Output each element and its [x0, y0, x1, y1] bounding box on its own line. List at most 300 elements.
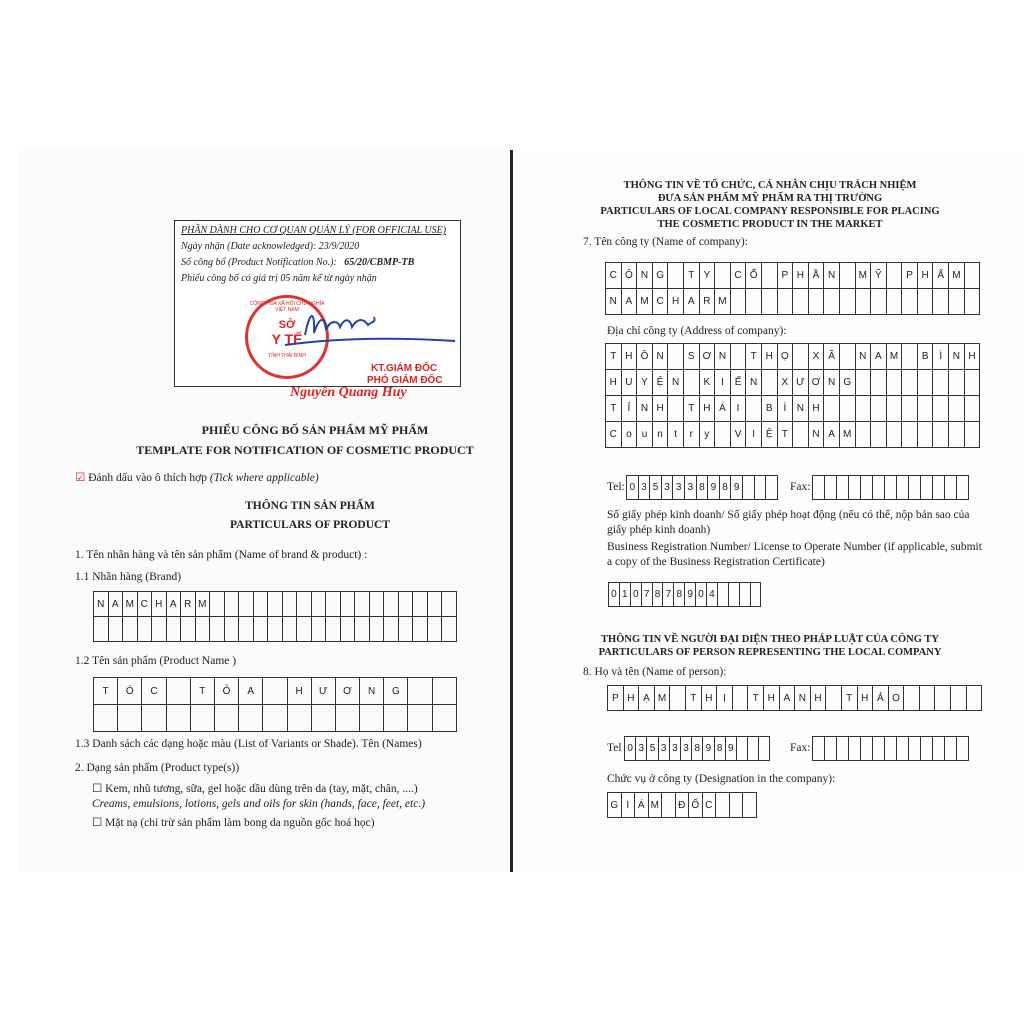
grid-cell: H [624, 686, 640, 711]
grid-cell [428, 592, 443, 617]
grid-cell [902, 422, 918, 448]
grid-cell: G [840, 370, 856, 396]
grid-cell [442, 592, 457, 617]
grid-cell: 8 [653, 583, 664, 607]
grid-cell: Y [700, 263, 716, 289]
grid-cell [433, 705, 457, 732]
grid-cell [840, 344, 856, 370]
grid-cell [920, 686, 936, 711]
tel2-label: Tel [607, 742, 622, 754]
grid-cell: H [762, 344, 778, 370]
representative-heading-en: PARTICULARS OF PERSON REPRESENTING THE LOCAL COMPANY [598, 647, 942, 658]
grid-cell: N [360, 678, 384, 705]
grid-cell [167, 678, 191, 705]
grid-cell [965, 263, 981, 289]
grid-cell: Đ [676, 793, 690, 818]
grid-cell [433, 678, 457, 705]
grid-cell [288, 705, 312, 732]
grid-cell: Ố [689, 793, 703, 818]
grid-cell [210, 617, 225, 642]
grid-cell [413, 592, 428, 617]
designation-grid[interactable] [607, 792, 757, 818]
grid-cell: Y [637, 370, 653, 396]
grid-cell: Ỉ [622, 396, 638, 422]
grid-cell [743, 793, 757, 818]
grid-cell [902, 370, 918, 396]
license-vi: Số giấy phép kinh doanh/ Số giấy phép hoạt động (nếu có thể, nộp bản sao của [607, 509, 970, 521]
grid-cell [897, 737, 909, 761]
grid-cell [759, 737, 770, 761]
grid-cell: B [762, 396, 778, 422]
grid-cell: Ơ [700, 344, 716, 370]
grid-cell [849, 737, 861, 761]
grid-cell [399, 592, 414, 617]
grid-cell [909, 737, 921, 761]
grid-cell: 0 [625, 737, 636, 761]
grid-cell [326, 592, 341, 617]
grid-cell [933, 737, 945, 761]
grid-cell [902, 396, 918, 422]
grid-cell [949, 396, 965, 422]
grid-cell: T [748, 686, 764, 711]
grid-cell [94, 617, 109, 642]
fax2-label: Fax: [790, 742, 811, 754]
grid-cell [793, 422, 809, 448]
question-2: 2. Dạng sản phẩm (Product type(s)) [75, 762, 240, 774]
grid-cell [408, 705, 432, 732]
grid-cell: H [809, 396, 825, 422]
grid-cell: 9 [703, 737, 714, 761]
grid-cell [837, 737, 849, 761]
grid-cell [715, 263, 731, 289]
fax-label: Fax: [790, 481, 811, 493]
option-creams-en: Creams, emulsions, lotions, gels and oils for skin (hands, face, feet, etc.) [92, 798, 426, 810]
grid-cell [196, 617, 211, 642]
title-vi: PHIẾU CÔNG BỐ SẢN PHẨM MỸ PHẨM [201, 423, 429, 437]
grid-cell [825, 476, 837, 500]
grid-cell: 9 [685, 583, 696, 607]
grid-cell: Ả [873, 686, 889, 711]
grid-cell [945, 476, 957, 500]
grid-cell: G [384, 678, 408, 705]
grid-cell [887, 263, 903, 289]
grid-cell [239, 705, 263, 732]
grid-cell: A [622, 289, 638, 315]
grid-cell: T [606, 344, 622, 370]
grid-cell [921, 476, 933, 500]
grid-cell: Ầ [809, 263, 825, 289]
grid-cell [283, 592, 298, 617]
grid-cell [871, 370, 887, 396]
grid-cell: Ế [731, 370, 747, 396]
grid-cell: N [653, 344, 669, 370]
grid-cell [167, 617, 182, 642]
grid-cell [933, 396, 949, 422]
grid-cell: T [684, 396, 700, 422]
grid-cell: 0 [696, 583, 707, 607]
fax2-grid[interactable] [812, 736, 969, 761]
grid-cell [743, 476, 755, 500]
grid-cell: N [637, 396, 653, 422]
grid-cell: H [606, 370, 622, 396]
grid-cell [856, 289, 872, 315]
grid-cell [887, 422, 903, 448]
grid-cell: Ạ [639, 686, 655, 711]
grid-cell: B [918, 344, 934, 370]
grid-cell [965, 396, 981, 422]
grid-cell [861, 476, 873, 500]
question-1-1: 1.1 Nhãn hàng (Brand) [75, 571, 182, 583]
grid-cell [918, 370, 934, 396]
grid-cell [945, 737, 957, 761]
grid-cell [668, 396, 684, 422]
grid-cell: M [949, 263, 965, 289]
grid-cell: N [793, 396, 809, 422]
grid-cell [181, 617, 196, 642]
grid-cell: Ã [824, 344, 840, 370]
question-8: 8. Họ và tên (Name of person): [583, 666, 727, 678]
grid-cell [326, 617, 341, 642]
grid-cell: R [181, 592, 196, 617]
grid-cell: R [700, 289, 716, 315]
question-7: 7. Tên công ty (Name of company): [583, 236, 748, 248]
grid-cell: M [123, 592, 138, 617]
grid-cell: A [824, 422, 840, 448]
grid-cell [965, 370, 981, 396]
grid-cell: C [606, 263, 622, 289]
section-en: PARTICULARS OF PRODUCT [230, 519, 390, 531]
grid-cell [793, 344, 809, 370]
grid-cell [793, 289, 809, 315]
grid-cell: N [856, 344, 872, 370]
grid-cell: 5 [647, 737, 658, 761]
grid-cell [408, 678, 432, 705]
grid-cell: H [653, 396, 669, 422]
grid-cell: M [715, 289, 731, 315]
grid-cell: N [795, 686, 811, 711]
grid-cell: 3 [670, 737, 681, 761]
grid-cell: A [780, 686, 796, 711]
grid-cell [965, 289, 981, 315]
grid-cell [718, 583, 729, 607]
grid-cell [263, 678, 287, 705]
grid-cell [957, 476, 969, 500]
grid-cell: H [918, 263, 934, 289]
grid-cell: T [684, 263, 700, 289]
grid-cell [949, 370, 965, 396]
grid-cell: Ệ [762, 422, 778, 448]
grid-cell: T [686, 686, 702, 711]
grid-cell [933, 476, 945, 500]
grid-cell: 3 [659, 737, 670, 761]
grid-cell [442, 617, 457, 642]
grid-cell [670, 686, 686, 711]
product-name-grid[interactable] [93, 677, 457, 732]
grid-cell [871, 289, 887, 315]
license-en-2: a copy of the Business Registration Certificate) [607, 556, 825, 568]
grid-cell [837, 476, 849, 500]
grid-cell [809, 289, 825, 315]
grid-cell: H [622, 344, 638, 370]
grid-cell: 7 [663, 583, 674, 607]
grid-cell [239, 617, 254, 642]
question-1: 1. Tên nhãn hàng và tên sản phẩm (Name of brand & product) : [75, 549, 368, 561]
grid-cell [118, 705, 142, 732]
grid-cell: A [239, 678, 263, 705]
grid-cell: N [94, 592, 109, 617]
grid-cell [965, 422, 981, 448]
grid-cell [746, 289, 762, 315]
grid-cell: H [668, 289, 684, 315]
grid-cell [762, 263, 778, 289]
grid-cell: N [637, 263, 653, 289]
designation-label: Chức vụ ở công ty (Designation in the company): [607, 773, 836, 785]
grid-cell [762, 289, 778, 315]
grid-cell: Ỏ [215, 678, 239, 705]
grid-cell [384, 705, 408, 732]
fax-grid[interactable] [812, 475, 969, 500]
grid-cell [813, 737, 825, 761]
grid-cell [918, 422, 934, 448]
grid-cell: 8 [674, 583, 685, 607]
grid-cell [731, 289, 747, 315]
grid-cell [856, 396, 872, 422]
grid-cell [336, 705, 360, 732]
grid-cell: 9 [731, 476, 743, 500]
grid-cell: 5 [650, 476, 662, 500]
grid-cell [297, 617, 312, 642]
grid-cell [840, 263, 856, 289]
grid-cell: H [152, 592, 167, 617]
official-heading: PHẦN DÀNH CHO CƠ QUAN QUẢN LÝ (FOR OFFICIAL USE) [181, 225, 447, 236]
grid-cell: I [731, 396, 747, 422]
grid-cell [210, 592, 225, 617]
grid-cell [933, 370, 949, 396]
grid-cell: I [746, 422, 762, 448]
grid-cell [413, 617, 428, 642]
company-name-grid[interactable] [605, 262, 980, 315]
grid-cell [737, 737, 748, 761]
grid-cell [849, 476, 861, 500]
grid-cell [824, 289, 840, 315]
grid-cell [341, 617, 356, 642]
grid-cell [921, 737, 933, 761]
grid-cell: 3 [639, 476, 651, 500]
date-acknowledged: Ngày nhận (Date acknowledged): 23/9/2020 [181, 241, 360, 252]
grid-cell [873, 476, 885, 500]
grid-cell: 9 [708, 476, 720, 500]
grid-cell [399, 617, 414, 642]
grid-cell: M [637, 289, 653, 315]
validity: Phiếu công bố có giá trị 05 năm kể từ ngày nhận [181, 273, 377, 284]
grid-cell [871, 396, 887, 422]
grid-cell: N [746, 370, 762, 396]
notification-number: 65/20/CBMP-TB [344, 257, 415, 268]
grid-cell [297, 592, 312, 617]
registration-number-grid[interactable] [608, 582, 761, 607]
grid-cell: Ỹ [871, 263, 887, 289]
grid-cell: 3 [685, 476, 697, 500]
grid-cell [152, 617, 167, 642]
grid-cell: Ó [118, 678, 142, 705]
grid-cell [239, 592, 254, 617]
grid-cell: o [622, 422, 638, 448]
grid-cell: Ẩ [933, 263, 949, 289]
grid-cell: X [778, 370, 794, 396]
representative-heading-vi: THÔNG TIN VỀ NGƯỜI ĐẠI DIỆN THEO PHÁP LUẬT CỦA CÔNG TY [601, 634, 939, 645]
grid-cell: N [824, 370, 840, 396]
question-1-3: 1.3 Danh sách các dạng hoặc màu (List of Variants or Shade). Tên (Names) [75, 738, 422, 750]
grid-cell: t [668, 422, 684, 448]
grid-cell [355, 617, 370, 642]
grid-cell [885, 476, 897, 500]
company-heading-3: PARTICULARS OF LOCAL COMPANY RESPONSIBLE FOR PLACING [600, 206, 940, 217]
grid-cell [902, 344, 918, 370]
grid-cell: H [793, 263, 809, 289]
grid-cell: 4 [707, 583, 718, 607]
grid-cell: A [684, 289, 700, 315]
grid-cell: C [138, 592, 153, 617]
grid-cell [94, 705, 118, 732]
company-heading-2: ĐƯA SẢN PHẨM MỸ PHẨM RA THỊ TRƯỜNG [657, 193, 883, 204]
grid-cell [813, 476, 825, 500]
grid-cell: T [778, 422, 794, 448]
grid-cell: N [606, 289, 622, 315]
grid-cell: 0 [631, 583, 642, 607]
grid-cell [933, 289, 949, 315]
grid-cell [384, 617, 399, 642]
grid-cell: H [700, 396, 716, 422]
grid-cell [755, 476, 767, 500]
grid-cell: Ổ [746, 263, 762, 289]
grid-cell [142, 705, 166, 732]
grid-cell: M [856, 263, 872, 289]
grid-cell: 8 [692, 737, 703, 761]
grid-cell [138, 617, 153, 642]
grid-cell: Ọ [778, 344, 794, 370]
grid-cell [268, 617, 283, 642]
grid-cell [967, 686, 983, 711]
grid-cell [731, 344, 747, 370]
grid-cell: I [715, 370, 731, 396]
grid-cell [871, 422, 887, 448]
grid-cell [360, 705, 384, 732]
grid-cell [935, 686, 951, 711]
grid-cell [370, 617, 385, 642]
grid-cell [740, 583, 751, 607]
grid-cell [729, 583, 740, 607]
grid-cell: A [109, 592, 124, 617]
tick-note: ☑ Đánh dấu vào ô thích hợp (Tick where applicable) [75, 472, 319, 484]
grid-cell [762, 370, 778, 396]
grid-cell: H [965, 344, 981, 370]
grid-cell: T [842, 686, 858, 711]
grid-cell [918, 289, 934, 315]
grid-cell: N [668, 370, 684, 396]
grid-cell: n [653, 422, 669, 448]
notification-label: Số công bố (Product Notification No.): 65/20/CBMP-TB [181, 257, 415, 268]
grid-cell: C [606, 422, 622, 448]
grid-cell [123, 617, 138, 642]
grid-cell: I [622, 793, 636, 818]
grid-cell [225, 617, 240, 642]
brand-grid[interactable] [93, 591, 457, 642]
grid-cell [918, 396, 934, 422]
grid-cell: M [887, 344, 903, 370]
grid-cell [856, 370, 872, 396]
grid-cell [715, 422, 731, 448]
address-label: Địa chỉ công ty (Address of company): [607, 325, 787, 337]
grid-cell: A [167, 592, 182, 617]
grid-cell: 3 [662, 476, 674, 500]
grid-cell: P [902, 263, 918, 289]
grid-cell [370, 592, 385, 617]
grid-cell: Ô [637, 344, 653, 370]
grid-cell [662, 793, 676, 818]
grid-cell [902, 289, 918, 315]
grid-cell [355, 592, 370, 617]
license-vi-2: giấy phép kinh doanh) [607, 524, 711, 536]
grid-cell: 8 [715, 737, 726, 761]
grid-cell: H [858, 686, 874, 711]
grid-cell [887, 396, 903, 422]
grid-cell: S [684, 344, 700, 370]
grid-cell: 9 [726, 737, 737, 761]
grid-cell [887, 289, 903, 315]
grid-cell: Ơ [809, 370, 825, 396]
grid-cell: N [824, 263, 840, 289]
grid-cell: N [949, 344, 965, 370]
grid-cell: T [746, 344, 762, 370]
person-name-grid[interactable] [607, 685, 982, 711]
grid-cell: C [703, 793, 717, 818]
grid-cell [824, 396, 840, 422]
grid-cell: 0 [609, 583, 620, 607]
tel-grid[interactable] [626, 475, 778, 500]
grid-cell: H [764, 686, 780, 711]
tel2-grid[interactable] [624, 736, 770, 761]
grid-cell [826, 686, 842, 711]
grid-cell: A [871, 344, 887, 370]
grid-cell: N [809, 422, 825, 448]
grid-cell [909, 476, 921, 500]
grid-cell [748, 737, 759, 761]
grid-cell: Ì [933, 344, 949, 370]
grid-cell [341, 592, 356, 617]
grid-cell [733, 686, 749, 711]
grid-cell: Ệ [653, 370, 669, 396]
grid-cell [904, 686, 920, 711]
grid-cell [191, 705, 215, 732]
grid-cell [730, 793, 744, 818]
grid-cell [668, 344, 684, 370]
grid-cell: N [715, 344, 731, 370]
sign-title-1: KT.GIÁM ĐỐC [371, 363, 438, 374]
grid-cell: 8 [697, 476, 709, 500]
grid-cell [167, 705, 191, 732]
question-1-2: 1.2 Tên sản phẩm (Product Name ) [75, 655, 237, 667]
grid-cell [746, 396, 762, 422]
option-mask[interactable]: ☐ Mặt nạ (chỉ trừ sản phẩm làm bong da nguồn gốc hoá học) [92, 817, 375, 829]
grid-cell: U [622, 370, 638, 396]
grid-cell: 3 [636, 737, 647, 761]
grid-cell: Ì [778, 396, 794, 422]
grid-cell: C [653, 289, 669, 315]
option-creams[interactable]: ☐ Kem, nhũ tương, sữa, gel hoặc dầu dùng trên da (tay, mặt, chân, ....) [92, 783, 418, 795]
grid-cell: H [811, 686, 827, 711]
signer-name: Nguyễn Quang Huy [290, 385, 407, 400]
address-grid[interactable] [605, 343, 980, 448]
